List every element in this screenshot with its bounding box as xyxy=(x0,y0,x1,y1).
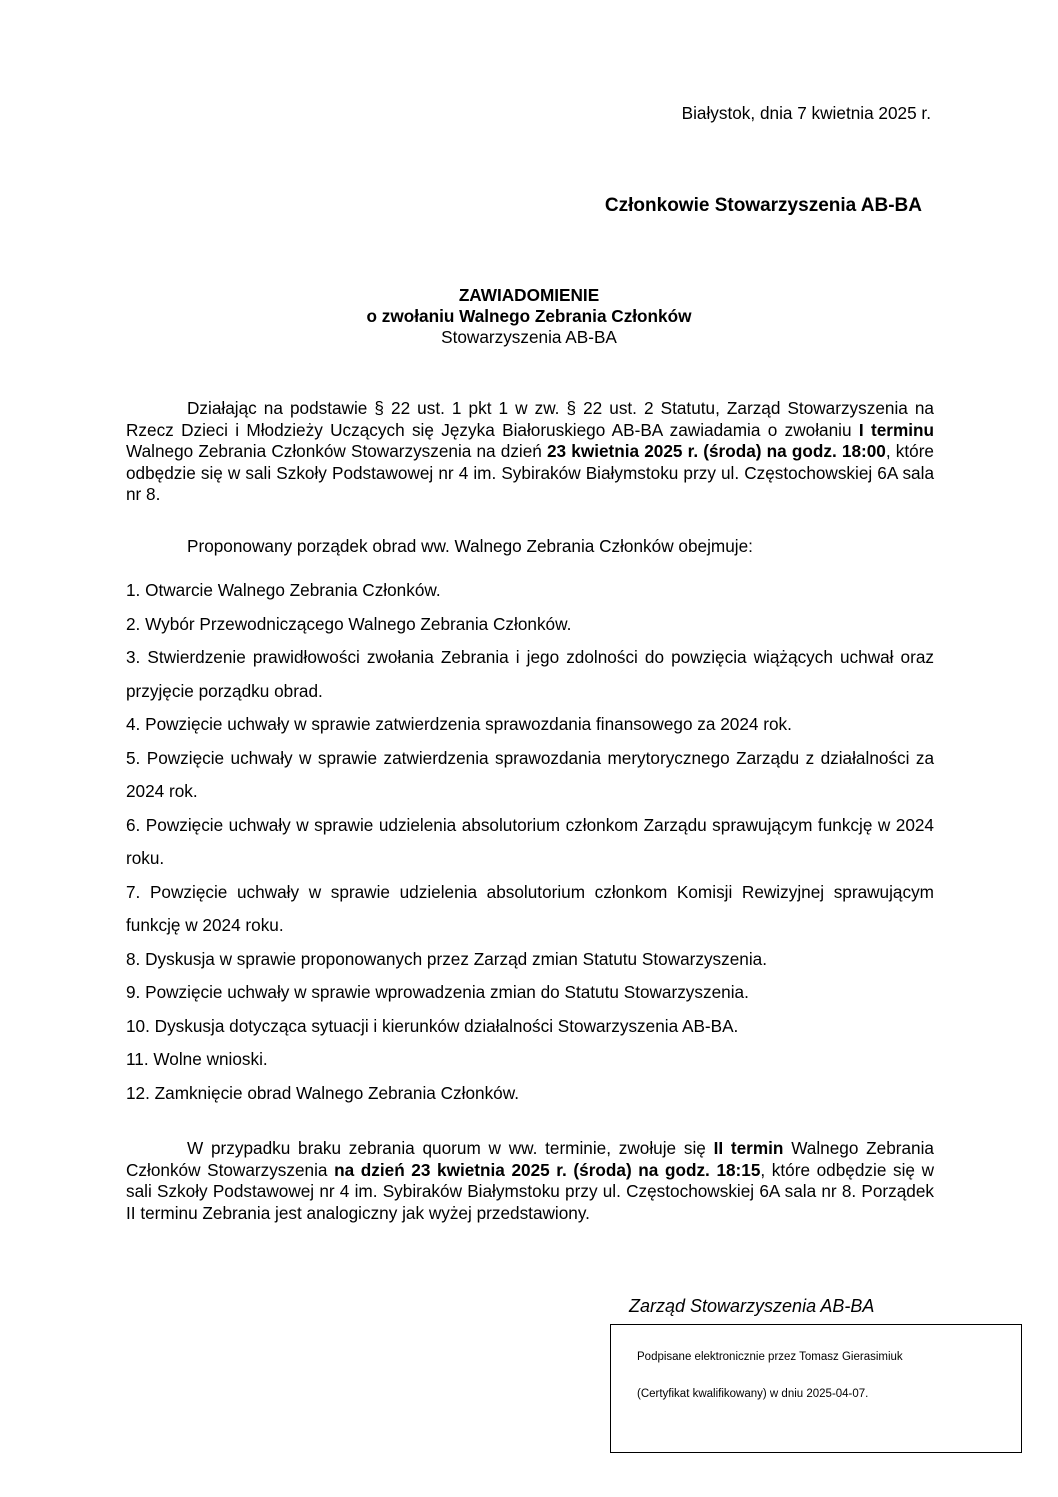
second-term-bold-a: II termin xyxy=(713,1138,784,1158)
agenda-lead: Proponowany porządek obrad ww. Walnego Zebrania Członków obejmuje: xyxy=(187,536,753,556)
intro-paragraph xyxy=(126,398,934,506)
signature-line-1: Podpisane elektronicznie przez Tomasz Gierasimiuk xyxy=(637,1351,903,1363)
agenda-item: 11. Wolne wnioski. xyxy=(126,1049,268,1069)
agenda-item: 8. Dyskusja w sprawie proponowanych przez Zarząd zmian Statutu Stowarzyszenia. xyxy=(126,948,767,969)
document-heading xyxy=(0,285,1058,348)
document-subtitle: o zwołaniu Walnego Zebrania Członków xyxy=(366,306,692,326)
agenda-item: 6. Powzięcie uchwały w sprawie udzielenia absolutorium członkom Zarządu sprawującym funkcję w 2024 roku. xyxy=(126,814,934,868)
document-org: Stowarzyszenia AB-BA xyxy=(441,327,617,347)
agenda-item: 5. Powzięcie uchwały w sprawie zatwierdzenia sprawozdania merytorycznego Zarządu z działalności za 2024 rok. xyxy=(126,747,934,801)
signer-name: Zarząd Stowarzyszenia AB-BA xyxy=(629,1296,875,1316)
agenda-item: 7. Powzięcie uchwały w sprawie udzielenia absolutorium członkom Komisji Rewizyjnej sprawującym funkcję w 2024 roku. xyxy=(126,881,934,935)
electronic-signature-box xyxy=(610,1324,1022,1453)
second-term-text-b: Walnego Zebrania Członków Stowarzyszenia xyxy=(126,1138,934,1180)
agenda-item: 12. Zamknięcie obrad Walnego Zebrania Członków. xyxy=(126,1082,519,1103)
second-term-bold-b: na dzień 23 kwietnia 2025 r. (środa) na godz. 18:15 xyxy=(334,1159,761,1180)
document-title: ZAWIADOMIENIE xyxy=(458,285,600,305)
second-term-text-c: , które odbędzie się w sali Szkoły Podstawowej nr 4 im. Sybiraków Białymstoku przy ul. Częstochowskiej 6A sala nr 8. Porządek II terminu Zebrania jest analogiczny jak wyżej przedstawiony. xyxy=(126,1159,934,1223)
date-line: Białystok, dnia 7 kwietnia 2025 r. xyxy=(681,103,931,123)
agenda-item: 4. Powzięcie uchwały w sprawie zatwierdzenia sprawozdania finansowego za 2024 rok. xyxy=(126,714,792,734)
second-term-paragraph xyxy=(126,1138,934,1224)
intro-bold-a: I terminu xyxy=(858,419,934,440)
signature-line-2: (Certyfikat kwalifikowany) w dniu 2025-04-07. xyxy=(637,1388,869,1400)
agenda-item: 9. Powzięcie uchwały w sprawie wprowadzenia zmian do Statutu Stowarzyszenia. xyxy=(126,982,749,1002)
intro-text-a: Działając na podstawie § 22 ust. 1 pkt 1 w zw. § 22 ust. 2 Statutu, Zarząd Stowarzyszenia na Rzecz Dzieci i Młodzieży Uczących się Języka Białoruskiego AB-BA zawiadamia o zwołaniu xyxy=(126,398,934,440)
agenda-item: 1. Otwarcie Walnego Zebrania Członków. xyxy=(126,580,441,600)
second-term-text-a: W przypadku braku zebrania quorum w ww. terminie, zwołuje się xyxy=(187,1138,714,1158)
intro-bold-b: 23 kwietnia 2025 r. (środa) na godz. 18:00 xyxy=(547,441,886,461)
agenda-list xyxy=(126,574,934,1110)
intro-text-c: , które odbędzie się w sali Szkoły Podstawowej nr 4 im. Sybiraków Białymstoku przy ul. Częstochowskiej 6A sala nr 8. xyxy=(126,441,934,504)
intro-text-b: Walnego Zebrania Członków Stowarzyszenia na dzień xyxy=(126,441,547,461)
agenda-item: 2. Wybór Przewodniczącego Walnego Zebrania Członków. xyxy=(126,613,572,634)
agenda-item: 10. Dyskusja dotycząca sytuacji i kierunków działalności Stowarzyszenia AB-BA. xyxy=(126,1015,739,1036)
agenda-item: 3. Stwierdzenie prawidłowości zwołania Zebrania i jego zdolności do powzięcia wiążących uchwał oraz przyjęcie porządku obrad. xyxy=(126,647,934,701)
addressee: Członkowie Stowarzyszenia AB-BA xyxy=(604,195,922,216)
